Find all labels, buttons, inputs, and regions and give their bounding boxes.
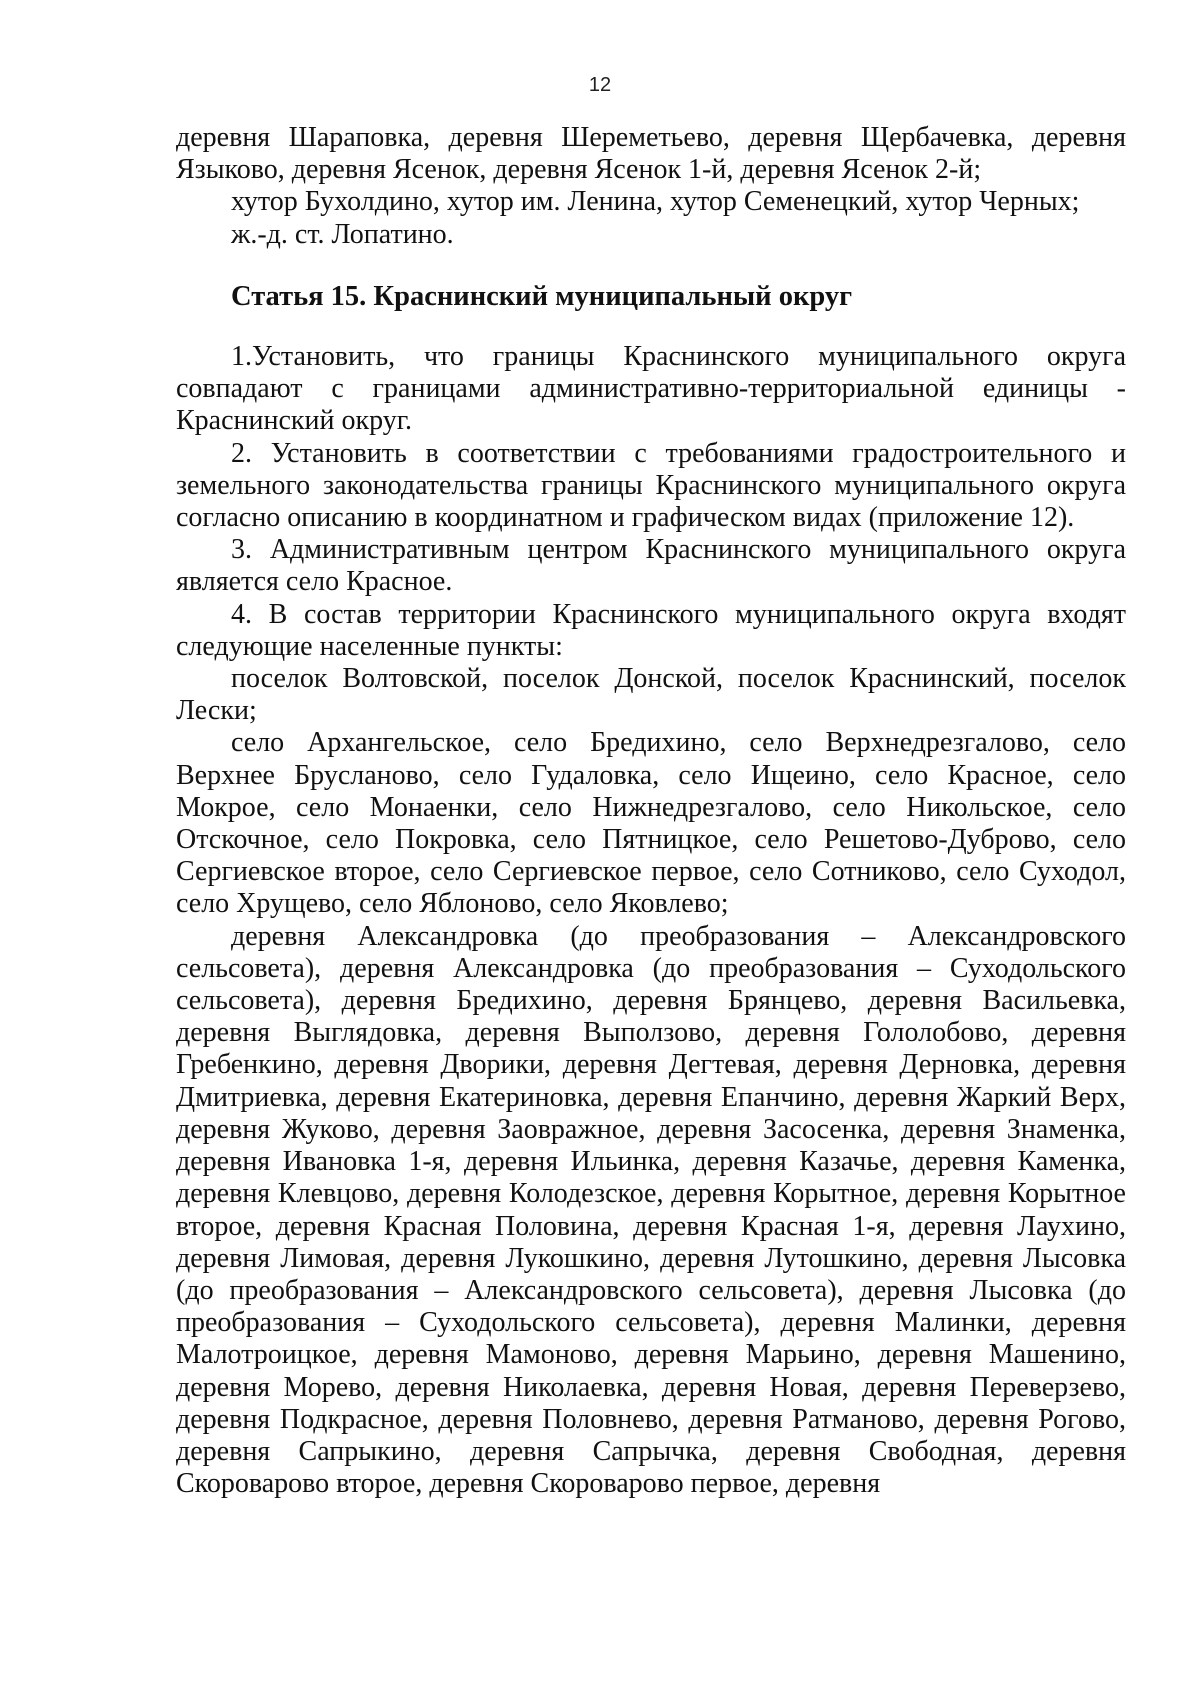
continuation-khutors: хутор Бухолдино, хутор им. Ленина, хутор Семенецкий, хутор Черных; [231,186,1080,218]
continuation-villages: деревня Шараповка, деревня Шереметьево, деревня Щербачевка, деревня Языково, деревня Ясенок, деревня Ясенок 1-й, деревня Ясенок 2-й; [176,122,1126,186]
document-body [176,122,1126,1500]
settlements-derevni: деревня Александровка (до преобразования – Александровского сельсовета), деревня Александровка (до преобразования – Суходольского сельсовета), деревня Бредихино, деревня Брянцево, деревня Васильевка, деревня Выглядовка, деревня Выползово, деревня Гололобово, деревня Гребенкино, деревня Дворики, деревня Дегтевая, деревня Дерновка, деревня Дмитриевка, деревня Екатериновка, деревня Епанчино, деревня Жаркий Верх, деревня Жуково, деревня Заовражное, деревня Засосенка, деревня Знаменка, деревня Ивановка 1-я, деревня Ильинка, деревня Казачье, деревня Каменка, деревня Клевцово, деревня Колодезское, деревня Корытное, деревня Корытное второе, деревня Красная Половина, деревня Красная 1-я, деревня Лаухино, деревня Лимовая, деревня Лукошкино, деревня Лутошкино, деревня Лысовка (до преобразования – Александровского сельсовета), деревня Лысовка (до преобразования – Суходольского сельсовета), деревня Малинки, деревня Малотроицкое, деревня Мамоново, деревня Марьино, деревня Машенино, деревня Морево, деревня Николаевка, деревня Новая, деревня Переверзево, деревня Подкрасное, деревня Половнево, деревня Ратманово, деревня Рогово, деревня Сапрыкино, деревня Сапрычка, деревня Свободная, деревня Скороварово второе, деревня Скороварово первое, деревня [176,920,1126,1500]
article-paragraph-3: 3. Административным центром Краснинского муниципального округа является село Красное. [176,534,1126,598]
settlements-sela: село Архангельское, село Бредихино, село Верхнедрезгалово, село Верхнее Брусланово, село Гудаловка, село Ищеино, село Красное, село Мокрое, село Монаенки, село Нижнедрезгалово, село Никольское, село Отскочное, село Покровка, село Пятницкое, село Решетово-Дуброво, село Сергиевское второе, село Сергиевское первое, село Сотниково, село Суходол, село Хрущево, село Яблоново, село Яковлево; [176,727,1126,920]
continuation-station: ж.-д. ст. Лопатино. [231,218,454,250]
page-number: 12 [588,74,612,96]
article-paragraph-2: 2. Установить в соответствии с требованиями градостроительного и земельного законодательства границы Краснинского муниципального округа согласно описанию в координатном и графическом видах (приложение 12). [176,437,1126,534]
settlements-posyolki: поселок Волтовской, поселок Донской, поселок Краснинский, поселок Лески; [176,663,1126,727]
article-heading: Статья 15. Краснинский муниципальный округ [231,280,853,312]
article-paragraph-4: 4. В состав территории Краснинского муниципального округа входят следующие населенные пункты: [176,598,1126,662]
article-paragraph-1: 1.Установить, что границы Краснинского муниципального округа совпадают с границами административно-территориальной единицы - Краснинский округ. [176,341,1126,437]
